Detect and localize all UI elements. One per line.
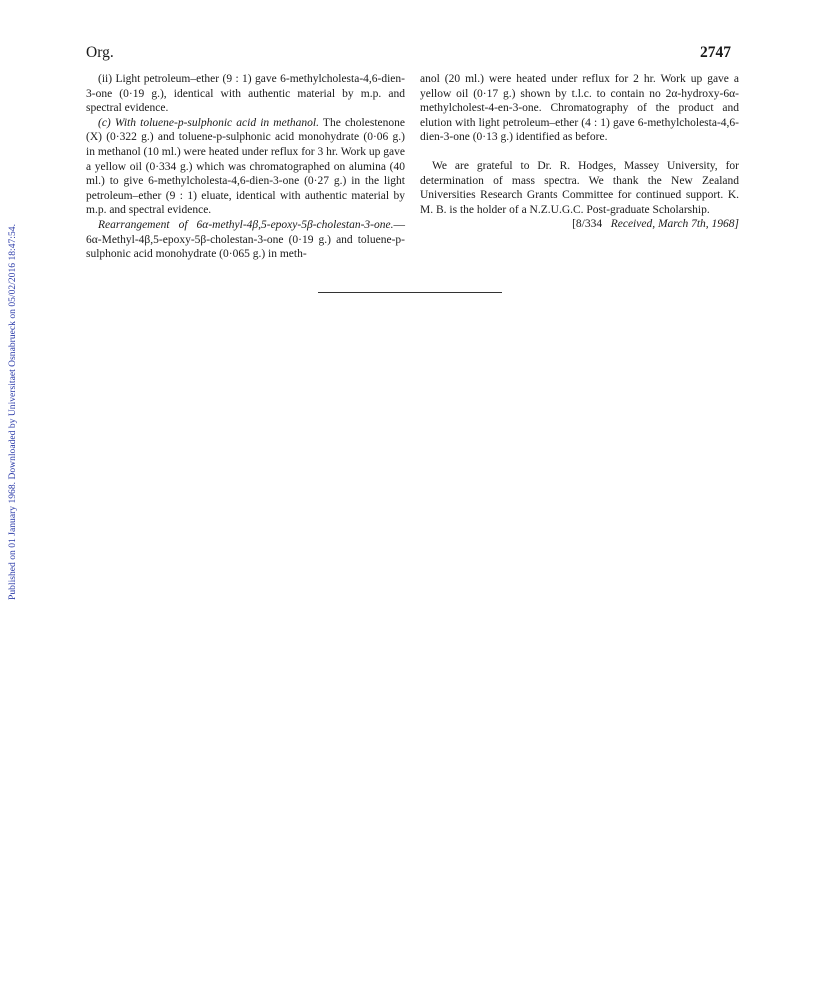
paragraph-c (86, 116, 405, 218)
continuation-paragraph: anol (20 ml.) were heated under reflux for 2 hr. Work up gave a yellow oil (0·17 g.) shown by t.l.c. to contain no 2α-hydroxy-6α-methylcholest-4-en-3-one. Chromatography of the product and elution with light petroleum–ether (4 : 1) gave 6-methylcholesta-4,6-dien-3-one (0·13 g.) identified as before. (420, 73, 739, 144)
rearrangement-body: —6α-Methyl-4β,5-epoxy-5β-cholestan-3-one (0·19 g.) and toluene-p-sulphonic acid monohydrate (0·065 g.) in meth- (86, 218, 405, 261)
paragraph-c-heading: (c) With toluene-p-sulphonic acid in methanol. (98, 116, 319, 129)
received-line (420, 217, 739, 232)
reference-code: [8/334 (572, 218, 603, 231)
paragraph-c-body: The cholestenone (X) (0·322 g.) and toluene-p-sulphonic acid monohydrate (0·06 g.) in methanol (10 ml.) were heated under reflux for 3 hr. Work up gave a yellow oil (0·334 g.) which was chromatographed on alumina (40 ml.) to give 6-methylcholesta-4,6-dien-3-one (0·27 g.) in the light petroleum–ether (9 : 1) eluate, identical with authentic material by m.p. and spectral evidence. (86, 116, 405, 217)
paragraph-ii: (ii) Light petroleum–ether (9 : 1) gave 6-methylcholesta-4,6-dien-3-one (0·19 g.), identical with authentic material by m.p. and spectral evidence. (86, 73, 405, 115)
left-column (86, 72, 405, 262)
rearrangement-heading: Rearrangement of 6α-methyl-4β,5-epoxy-5β-cholestan-3-one. (98, 218, 394, 231)
journal-name: Org. (86, 44, 114, 61)
page-number: 2747 (700, 44, 731, 61)
download-notice: Published on 01 January 1968. Downloaded by Universitaet Osnabrueck on 05/02/2016 18:47:54. (7, 224, 18, 600)
rearrangement-paragraph (86, 218, 405, 262)
end-rule (318, 292, 502, 293)
right-column (420, 72, 739, 232)
acknowledgement: We are grateful to Dr. R. Hodges, Massey University, for determination of mass spectra. We thank the New Zealand Universities Research Grants Committee for continued support. K. M. B. is the holder of a N.Z.U.G.C. Post-graduate Scholarship. (420, 159, 739, 216)
received-date: Received, March 7th, 1968] (610, 218, 739, 231)
